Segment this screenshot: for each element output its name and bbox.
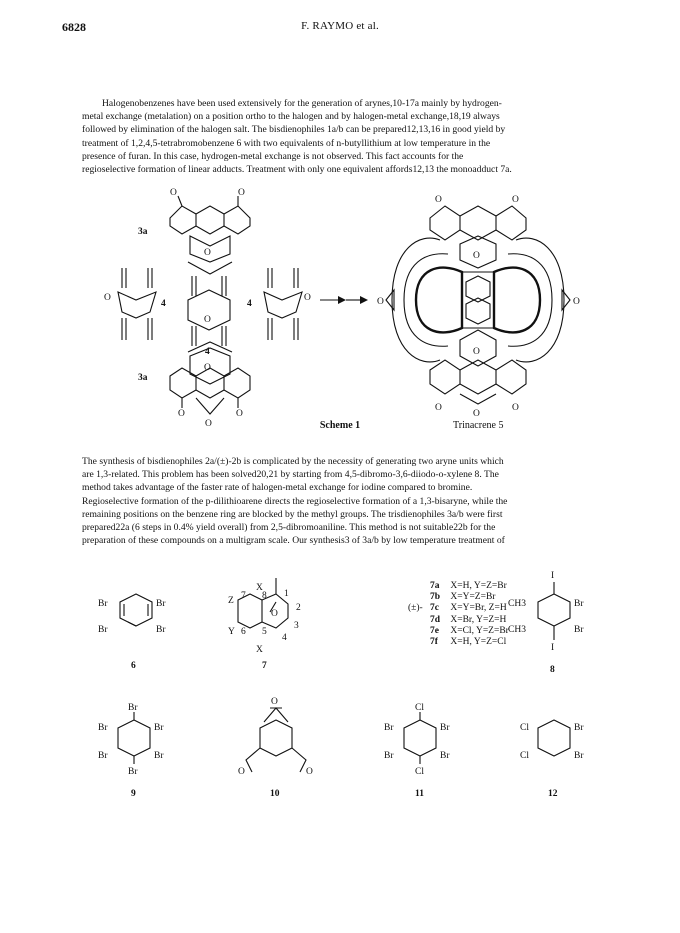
oxygen-label: O (473, 409, 480, 419)
sub-cl: Cl (520, 723, 529, 733)
label-4-left: 4 (161, 299, 166, 309)
oxygen-label: O (377, 297, 384, 307)
text-line: preparation of these compounds on a multigram scale. Our synthesis3 of 3a/b by low temperature treatment of (82, 535, 505, 547)
sub-br: Br (440, 751, 450, 761)
compound-7 (228, 578, 301, 671)
substituent-table (408, 581, 509, 648)
oxygen-label: O (178, 409, 185, 419)
compound-number-12: 12 (548, 789, 558, 799)
locant: 2 (296, 603, 301, 613)
sub-br: Br (156, 599, 166, 609)
sub-cl: Cl (415, 767, 424, 777)
locant: 6 (241, 627, 246, 637)
table-row: 7d X=Br, Y=Z=H (430, 614, 507, 625)
sub-cl: Cl (520, 751, 529, 761)
compound-10 (238, 697, 313, 799)
atom-z: Z (228, 596, 234, 606)
oxygen-label: O (205, 419, 212, 429)
locant: 8 (262, 591, 267, 601)
oxygen-label: O (512, 195, 519, 205)
oxygen-label: O (573, 297, 580, 307)
sub-br: Br (440, 723, 450, 733)
oxygen-label: O (306, 767, 313, 777)
sub-br: Br (98, 599, 108, 609)
sub-i: I (551, 643, 555, 653)
locant: 3 (294, 621, 299, 631)
sub-br: Br (574, 751, 584, 761)
text-line: Regioselective formation of the p-dilithioarene directs the regioselective formation of a 1,3-bisaryne, while the (82, 495, 508, 507)
atom-y: Y (228, 627, 235, 637)
table-row: 7f X=H, Y=Z=Cl (430, 637, 507, 648)
locant: 7 (241, 591, 246, 601)
compound-9 (98, 703, 164, 799)
atom-x-top: X (256, 583, 263, 593)
compound-number-7: 7 (262, 661, 267, 671)
table-row: 7e X=Cl, Y=Z=Br (430, 625, 509, 636)
sub-br: Br (574, 599, 584, 609)
table-row: 7a X=H, Y=Z=Br (430, 581, 507, 591)
text-line: presence of furan. In this case, hydrogen-metal exchange is not observed. This fact accounts for the (82, 150, 464, 162)
sub-br: Br (98, 751, 108, 761)
text-line: method takes advantage of the faster rate of halogen-metal exchange for iodine compared to bromine. (82, 482, 473, 494)
text-line: remaining positions on the benzene ring are blocked by the methyl groups. The trisdienophiles 3a/b were first (82, 508, 503, 520)
table-row: 7b X=Y=Z=Br (430, 592, 496, 603)
sub-br: Br (384, 751, 394, 761)
product-caption: Trinacrene 5 (453, 420, 504, 431)
atom-x-bottom: X (256, 645, 263, 655)
oxygen-label: O (238, 767, 245, 777)
text-line: regioselective formation of linear adducts. Treatment with only one equivalent affords12,13 the monoadduct 7a. (82, 164, 512, 176)
compound-6 (98, 594, 166, 671)
oxygen-label: O (473, 347, 480, 357)
table-row: (±)- 7c X=Y=Br, Z=H (408, 603, 507, 614)
locant: 4 (282, 633, 287, 643)
compound-number-11: 11 (415, 789, 424, 799)
oxygen-label: O (204, 363, 211, 373)
text-line: The synthesis of bisdienophiles 2a/(±)-2b is complicated by the necessity of generating two aryne units which (82, 456, 504, 467)
text-line: prepared22a (6 steps in 0.4% yield overall) from 2,5-dibromoaniline. This method is not suitable22b for the (82, 522, 496, 534)
sub-ch3: CH3 (508, 625, 526, 635)
sub-br: Br (128, 767, 138, 777)
oxygen-label: O (473, 251, 480, 261)
text-line: metal exchange (metalation) on a position ortho to the halogen and by halogen-metal exchange,18,19 always (82, 111, 500, 123)
compound-12 (520, 720, 584, 799)
compound-number-10: 10 (270, 789, 280, 799)
compound-number-9: 9 (131, 789, 136, 799)
sub-cl: Cl (415, 703, 424, 713)
sub-ch3: CH3 (508, 599, 526, 609)
oxygen-label: O (304, 293, 311, 303)
scheme-title: Scheme 1 (319, 420, 361, 431)
oxygen-label: O (512, 403, 519, 413)
oxygen-label: O (170, 188, 177, 198)
compound-number-8: 8 (550, 665, 555, 675)
oxygen-label: O (238, 188, 245, 198)
oxygen-label: O (204, 248, 211, 258)
oxygen-label: O (204, 315, 211, 325)
oxygen-label: O (236, 409, 243, 419)
oxygen-label: O (435, 403, 442, 413)
text-line: Halogenobenzenes have been used extensively for the generation of arynes,10-17a mainly by hydrogen- (102, 98, 502, 109)
compound-11 (384, 703, 450, 799)
label-4-right: 4 (247, 299, 252, 309)
label-4-center: 4 (205, 347, 210, 357)
running-head: F. RAYMO et al. (301, 20, 379, 32)
sub-i: I (551, 571, 555, 581)
sub-br: Br (128, 703, 138, 713)
sub-br: Br (98, 625, 108, 635)
text-line: are 1,3-related. This problem has been solved20,21 by starting from 4,5-dibromo-3,6-diiodo-o-xylene 8. The (82, 469, 499, 481)
text-line: followed by elimination of the halogen salt. The bisdienophiles 1a/b can be prepared12,13,16 in good yield by (82, 124, 506, 136)
locant: 1 (284, 589, 289, 599)
sub-br: Br (154, 723, 164, 733)
page-number: 6828 (62, 20, 86, 34)
label-3a-top: 3a (138, 227, 148, 237)
compound-8 (508, 571, 584, 675)
sub-br: Br (574, 625, 584, 635)
oxygen-label: O (435, 195, 442, 205)
sub-br: Br (574, 723, 584, 733)
oxygen-label: O (271, 609, 278, 619)
sub-br: Br (156, 625, 166, 635)
oxygen-label: O (104, 293, 111, 303)
label-3a-bottom: 3a (138, 373, 148, 383)
sub-br: Br (384, 723, 394, 733)
text-line: treatment of 1,2,4,5-tetrabromobenzene 6 with two equivalents of n-butyllithium at low temperature in the (82, 137, 491, 149)
sub-br: Br (154, 751, 164, 761)
locant: 5 (262, 627, 267, 637)
sub-br: Br (98, 723, 108, 733)
compound-number-6: 6 (131, 661, 136, 671)
oxygen-label: O (271, 697, 278, 707)
